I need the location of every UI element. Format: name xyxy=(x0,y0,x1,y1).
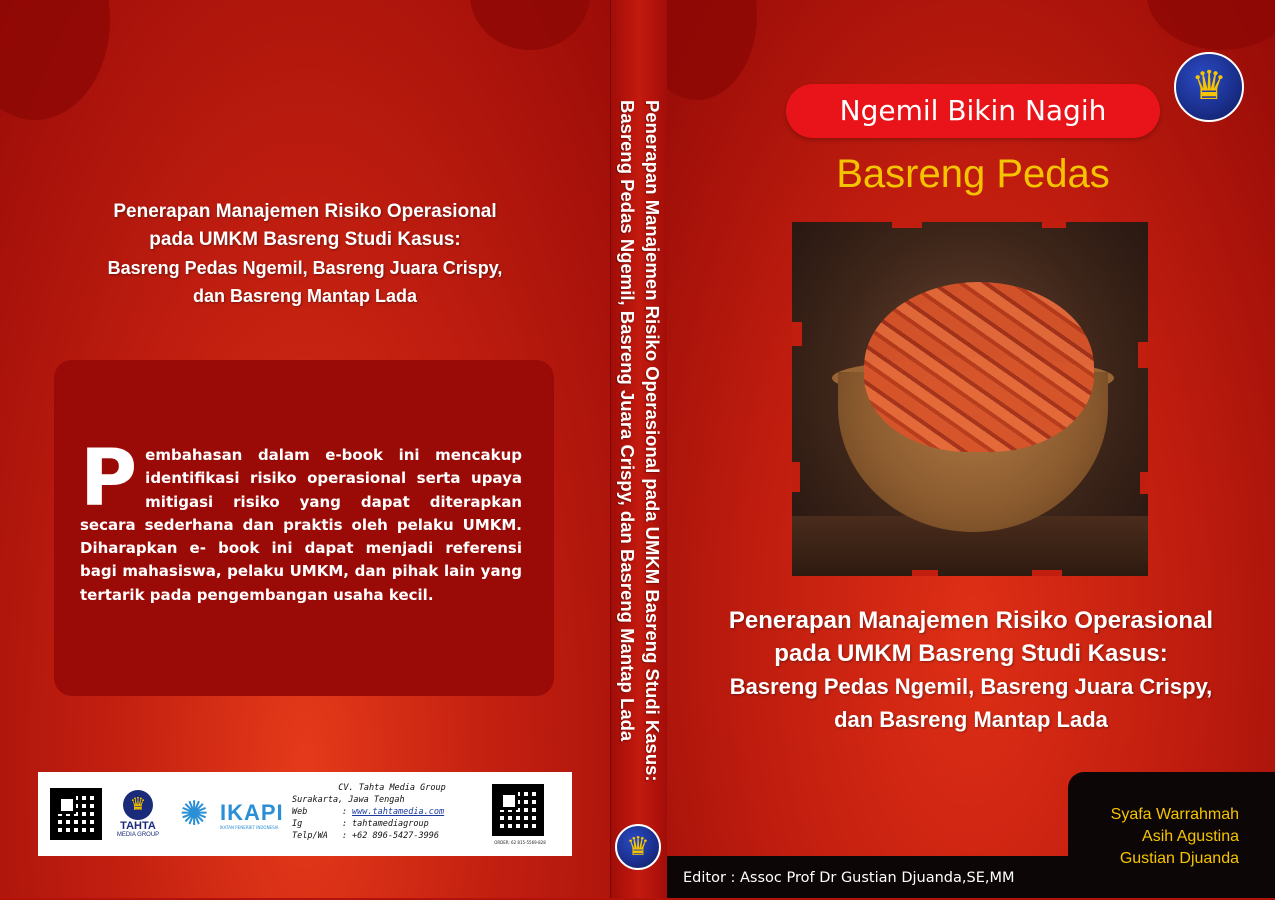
qr-order-label: ORDER: 62 815-5569-828 xyxy=(494,840,546,845)
website-link[interactable]: www.tahtamedia.com xyxy=(352,807,445,817)
blurb-dropcap: P xyxy=(80,434,138,524)
web-row: Web : www.tahtamedia.com xyxy=(292,807,445,817)
decorative-swirl xyxy=(1147,0,1275,50)
authors-box xyxy=(1068,772,1275,898)
blurb-box xyxy=(54,360,554,696)
back-cover-title: Penerapan Manajemen Risiko Operasional pada UMKM Basreng Studi Kasus: Basreng Pedas Ngemil, Basreng Juara Crispy, dan Basreng Mantap Lada xyxy=(107,201,503,306)
decorative-swirl xyxy=(470,0,590,50)
decorative-swirl xyxy=(667,0,757,100)
ikapi-star-icon: ✺ xyxy=(180,794,209,834)
spine-title-line: Penerapan Manajemen Risiko Operasional pada UMKM Basreng Studi Kasus: xyxy=(642,100,663,782)
ikapi-sub: IKATAN PENERBIT INDONESIA xyxy=(220,825,279,830)
blurb-text xyxy=(80,434,522,607)
author-name: Gustian Djuanda xyxy=(1119,850,1239,867)
publisher-strip xyxy=(38,772,572,856)
instagram-handle: tahtamediagroup xyxy=(352,819,429,829)
front-cover-title: Penerapan Manajemen Risiko Operasional pada UMKM Basreng Studi Kasus: Basreng Pedas Ngemil, Basreng Juara Crispy, dan Basreng Mantap Lada xyxy=(728,607,1214,732)
tahta-sub: MEDIA GROUP xyxy=(116,832,160,838)
crown-icon: ♛ xyxy=(615,824,661,870)
phone-number: +62 896-5427-3996 xyxy=(352,831,439,841)
tahta-logo xyxy=(110,790,166,839)
spine-title-line: Basreng Pedas Ngemil, Basreng Juara Crispy, dan Basreng Mantap Lada xyxy=(617,100,638,742)
spine-title xyxy=(615,100,665,820)
tahta-name: TAHTA xyxy=(120,820,156,832)
ikapi-name: IKAPI xyxy=(220,800,284,825)
ikapi-logo xyxy=(180,796,290,836)
qr-code-icon xyxy=(50,788,102,840)
qr-code-icon xyxy=(492,784,544,836)
tagline-pill: Ngemil Bikin Nagih xyxy=(786,84,1160,138)
product-title: Basreng Pedas xyxy=(836,152,1110,196)
author-name: Syafa Warrahmah xyxy=(1110,806,1239,823)
back-cover xyxy=(0,0,610,898)
ig-row: Ig : tahtamediagroup xyxy=(292,819,429,829)
publisher-contact xyxy=(292,782,492,842)
blurb-body: embahasan dalam e-book ini mencakup identifikasi risiko operasional serta upaya mitigasi risiko yang dapat diterapkan secara sederhana dan praktis oleh pelaku UMKM. Diharapkan e- book ini dapat menjadi referensi bagi mahasiswa, pelaku UMKM, dan pihak lain yang tertarik pada pengembangan usaha kecil. xyxy=(80,446,522,604)
crown-icon: ♛ xyxy=(1174,52,1244,122)
editor-credit: Editor : Assoc Prof Dr Gustian Djuanda,SE,MM xyxy=(667,856,1068,898)
authors-list xyxy=(1111,804,1239,870)
publisher-city: Surakarta, Jawa Tengah xyxy=(292,795,405,805)
phone-row: Telp/WA : +62 896-5427-3996 xyxy=(292,831,439,841)
product-photo xyxy=(792,222,1148,576)
publisher-name: CV. Tahta Media Group xyxy=(338,783,446,793)
crown-icon: ♛ xyxy=(123,790,153,820)
decorative-swirl xyxy=(0,0,110,120)
author-name: Asih Agustina xyxy=(1142,828,1239,845)
